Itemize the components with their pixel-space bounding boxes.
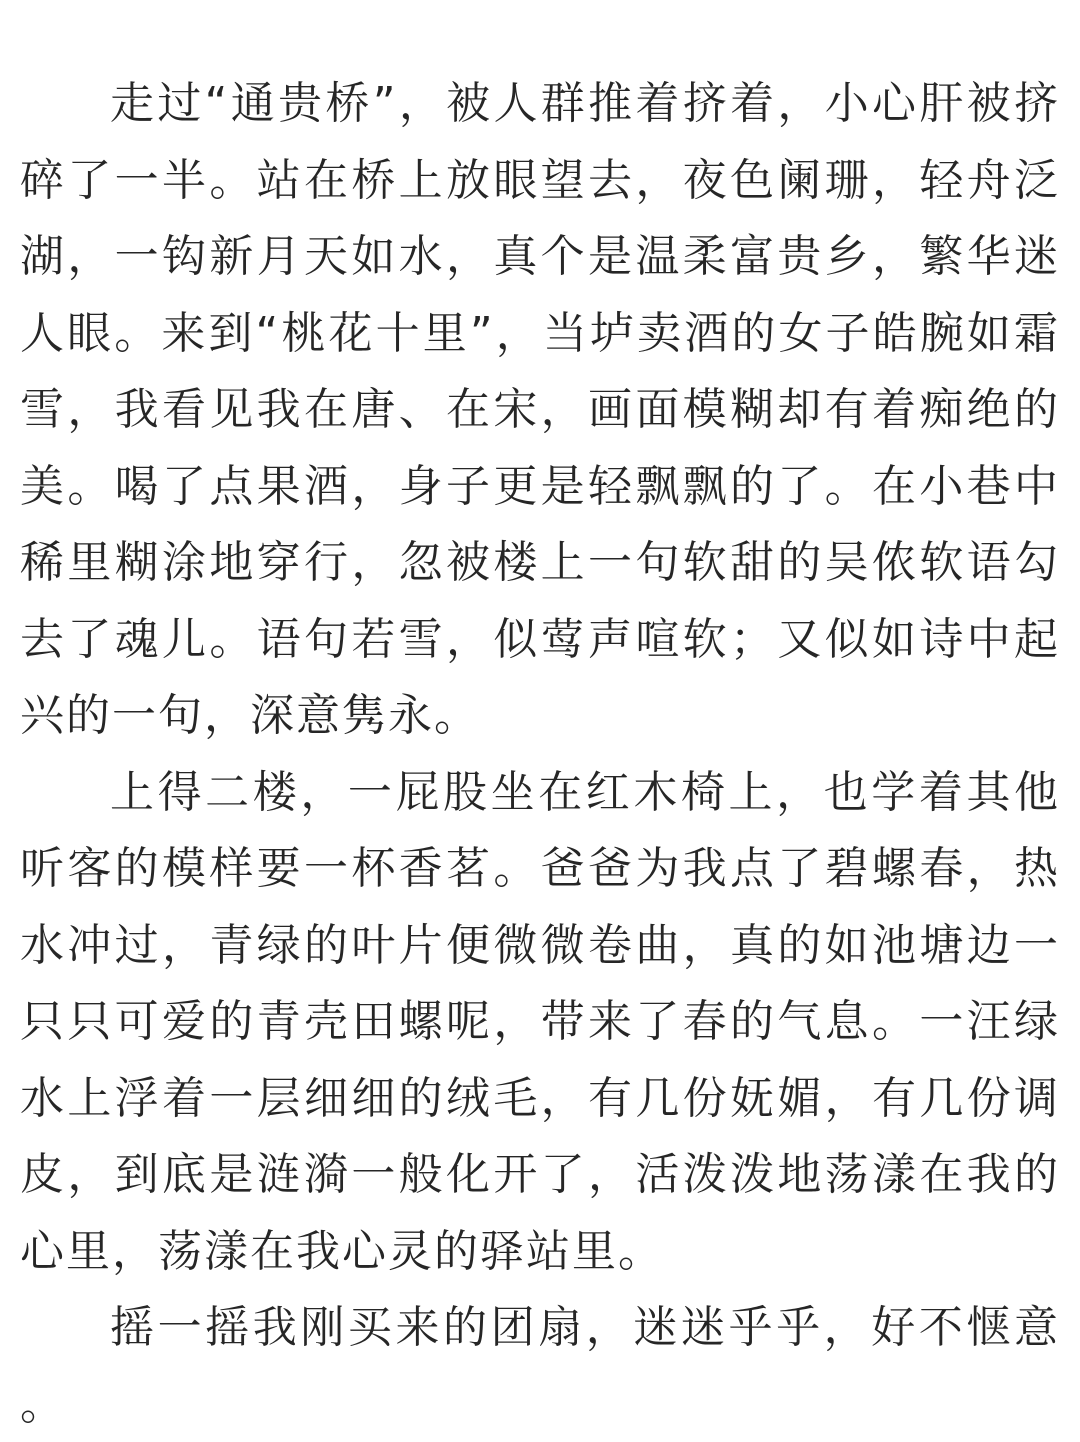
text-line: 上得二楼，一屁股坐在红木椅上，也学着其他 [110,766,1060,818]
text-line: 只只可爱的青壳田螺呢，带来了春的气息。一汪绿 [20,996,1060,1047]
text-line: 兴的一句，深意隽永。 [20,690,480,741]
text-line: 雪，我看见我在唐、在宋，画面模糊却有着痴绝的 [20,384,1060,435]
text-line: 摇一摇我刚买来的团扇，迷迷乎乎，好不惬意 [110,1302,1060,1353]
text-line: 皮，到底是涟漪一般化开了，活泼泼地荡漾在我的 [20,1149,1060,1200]
text-line: 水冲过，青绿的叶片便微微卷曲，真的如池塘边一 [20,919,1060,971]
text-line: 听客的模样要一杯香茗。爸爸为我点了碧螺春，热 [20,843,1060,894]
paragraph-1 [20,66,1060,755]
text-line: 水上浮着一层细细的绒毛，有几份妩媚，有几份调 [20,1072,1060,1124]
text-line: 人眼。来到“桃花十里”，当垆卖酒的女子皓腕如霜 [20,307,1060,359]
paragraph-2 [20,755,1060,1291]
text-line: 心里，荡漾在我心灵的驿站里。 [20,1225,664,1277]
text-line: 碎了一半。站在桥上放眼望去，夜色阑珊，轻舟泛 [20,154,1060,206]
text-line: 。 [20,1378,66,1430]
text-line: 走过“通贵桥”，被人群推着挤着，小心肝被挤 [110,78,1060,129]
text-line: 去了魂儿。语句若雪，似莺声喧软；又似如诗中起 [20,613,1060,665]
text-line: 湖，一钩新月天如水，真个是温柔富贵乡，繁华迷 [20,231,1060,282]
text-line: 美。喝了点果酒，身子更是轻飘飘的了。在小巷中 [20,460,1060,512]
paragraph-3 [20,1290,1060,1442]
article-body [20,66,1060,1442]
text-line: 稀里糊涂地穿行，忽被楼上一句软甜的吴侬软语勾 [20,537,1060,588]
